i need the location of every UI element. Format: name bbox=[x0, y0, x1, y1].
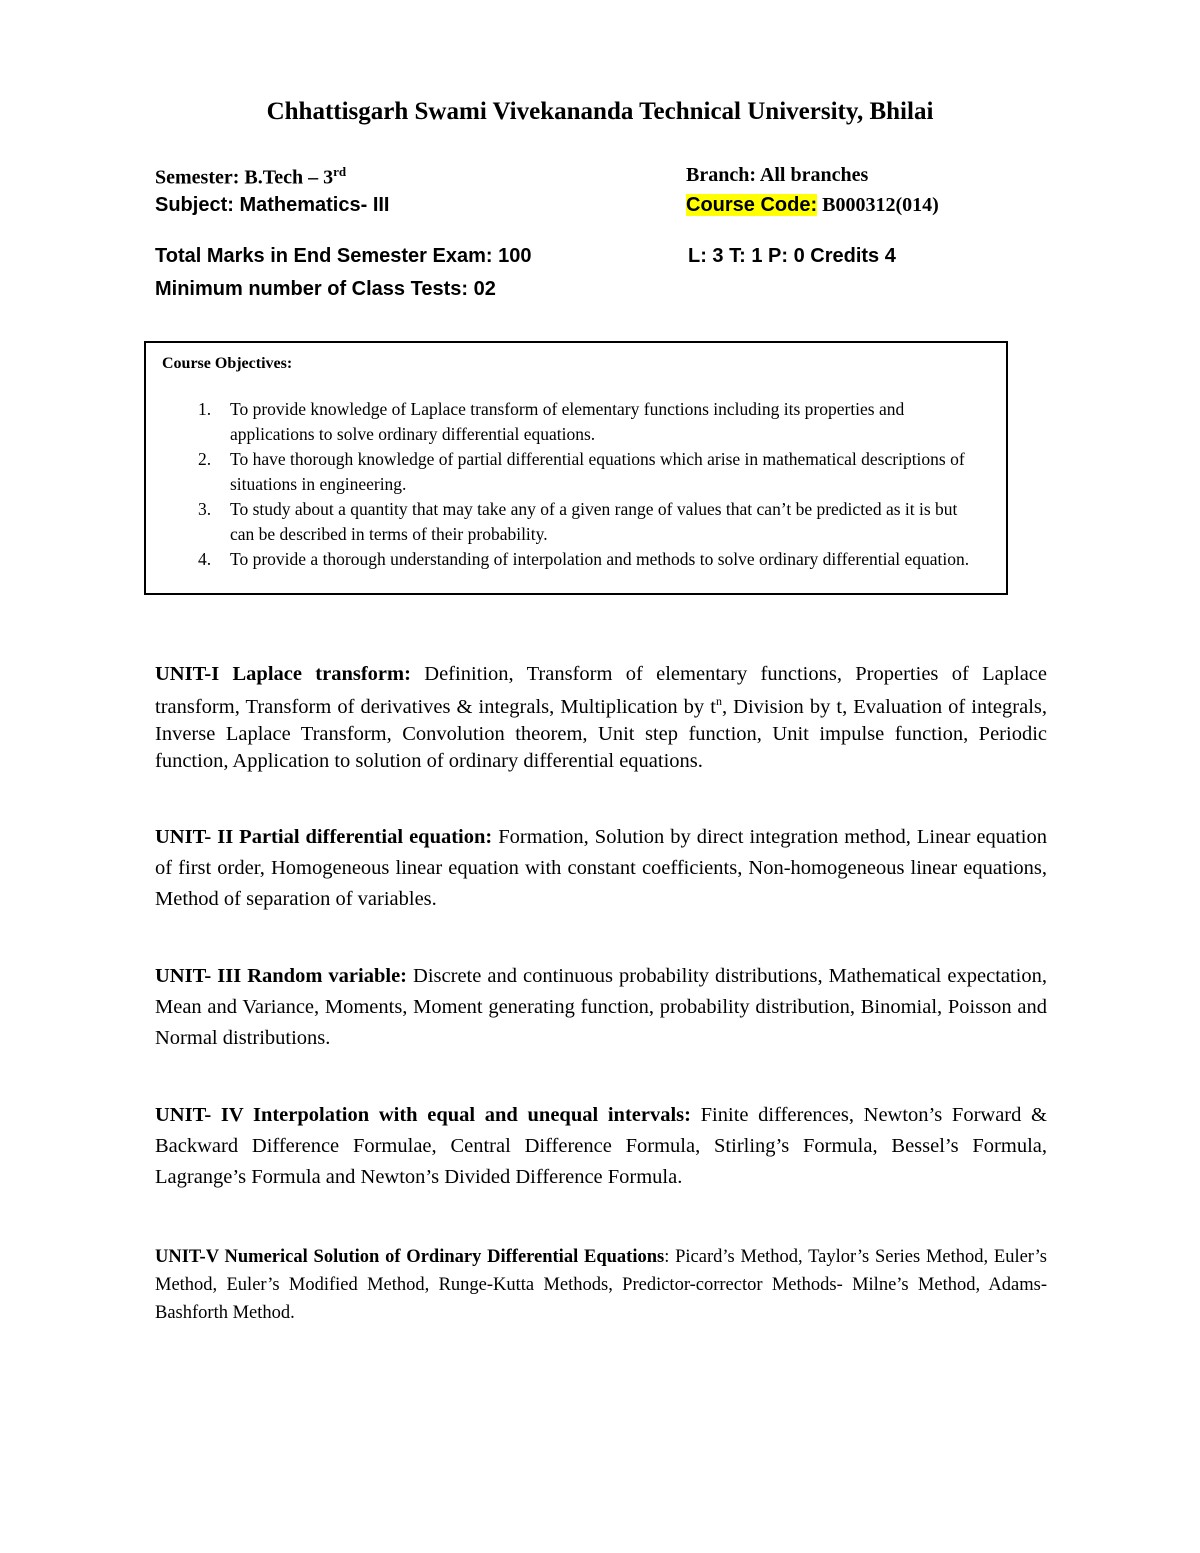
unit-2-title: UNIT- II Partial differential equation: bbox=[155, 826, 493, 848]
objective-number: 1. bbox=[198, 399, 212, 419]
ltp-credits-line: L: 3 T: 1 P: 0 Credits 4 bbox=[688, 245, 896, 267]
unit-4-title: UNIT- IV Interpolation with equal and unequal intervals: bbox=[155, 1104, 691, 1126]
unit-4-body: Finite differences, Newton’s Forward & Backward Difference Formulae, Central Difference Formula, Stirling’s Formula, Bessel’s Formula, Lagrange’s Formula and Newton’s Divided Difference Formula. bbox=[155, 1104, 1048, 1188]
objectives-list bbox=[172, 397, 972, 572]
course-code-label: Course Code: bbox=[686, 194, 818, 216]
min-class-tests-line: Minimum number of Class Tests: 02 bbox=[155, 278, 496, 300]
semester-label: Semester: B.Tech – 3 bbox=[155, 166, 334, 189]
objectives-heading: Course Objectives: bbox=[162, 355, 293, 372]
objective-number: 3. bbox=[198, 499, 212, 519]
unit-1-paragraph bbox=[155, 661, 1047, 775]
semester-superscript: rd bbox=[333, 164, 347, 179]
unit-4-paragraph bbox=[155, 1100, 1047, 1193]
university-title: Chhattisgarh Swami Vivekananda Technical University, Bhilai bbox=[266, 98, 934, 125]
course-code-value: B000312(014) bbox=[817, 194, 939, 216]
objective-text: To have thorough knowledge of partial differential equations which arise in mathematical descriptions of situations in engineering. bbox=[230, 449, 965, 494]
objective-item bbox=[172, 447, 972, 497]
unit-1-superscript: n bbox=[715, 694, 722, 708]
subject-line: Subject: Mathematics- III bbox=[155, 194, 390, 216]
objective-text: To provide knowledge of Laplace transform of elementary functions including its properties and applications to solve ordinary differential equations. bbox=[230, 399, 905, 444]
unit-1-body-post: , Division by t, Evaluation of integrals, Inverse Laplace Transform, Convolution theorem, Unit step function, Unit impulse function, Periodic function, Application to solution of ordinary differential equations. bbox=[155, 695, 1048, 772]
course-code-line bbox=[686, 194, 939, 217]
unit-3-paragraph bbox=[155, 961, 1047, 1054]
branch-line: Branch: All branches bbox=[686, 164, 869, 186]
total-marks-line: Total Marks in End Semester Exam: 100 bbox=[155, 245, 532, 267]
unit-5-paragraph bbox=[155, 1243, 1047, 1327]
unit-3-title: UNIT- III Random variable: bbox=[155, 965, 407, 987]
unit-5-body: : Picard’s Method, Taylor’s Series Method, Euler’s Method, Euler’s Modified Method, Runge-Kutta Methods, Predictor-corrector Methods- Milne’s Method, Adams-Bashforth Method. bbox=[155, 1247, 1047, 1323]
unit-3-body: Discrete and continuous probability distributions, Mathematical expectation, Mean and Variance, Moments, Moment generating function, probability distribution, Binomial, Poisson and Normal distributions. bbox=[155, 965, 1048, 1049]
objective-text: To provide a thorough understanding of interpolation and methods to solve ordinary differential equation. bbox=[230, 549, 970, 569]
objective-item bbox=[172, 547, 972, 572]
unit-2-body: Formation, Solution by direct integration method, Linear equation of first order, Homogeneous linear equation with constant coefficients, Non-homogeneous linear equations, Method of separation of variables. bbox=[155, 826, 1047, 910]
unit-2-paragraph bbox=[155, 822, 1047, 915]
objective-item bbox=[172, 397, 972, 447]
objective-item bbox=[172, 497, 972, 547]
unit-1-body-pre: Definition, Transform of elementary functions, Properties of Laplace transform, Transform of derivatives & integrals, Multiplication by t bbox=[155, 663, 1047, 718]
unit-5-title: UNIT-V Numerical Solution of Ordinary Differential Equations bbox=[155, 1247, 665, 1267]
objective-text: To study about a quantity that may take any of a given range of values that can’t be predicted as it is but can be described in terms of their probability. bbox=[230, 499, 958, 544]
course-objectives-box bbox=[144, 341, 1008, 595]
objective-number: 2. bbox=[198, 449, 212, 469]
semester-line bbox=[155, 164, 346, 190]
objective-number: 4. bbox=[198, 549, 212, 569]
unit-1-title: UNIT-I Laplace transform: bbox=[155, 663, 411, 685]
